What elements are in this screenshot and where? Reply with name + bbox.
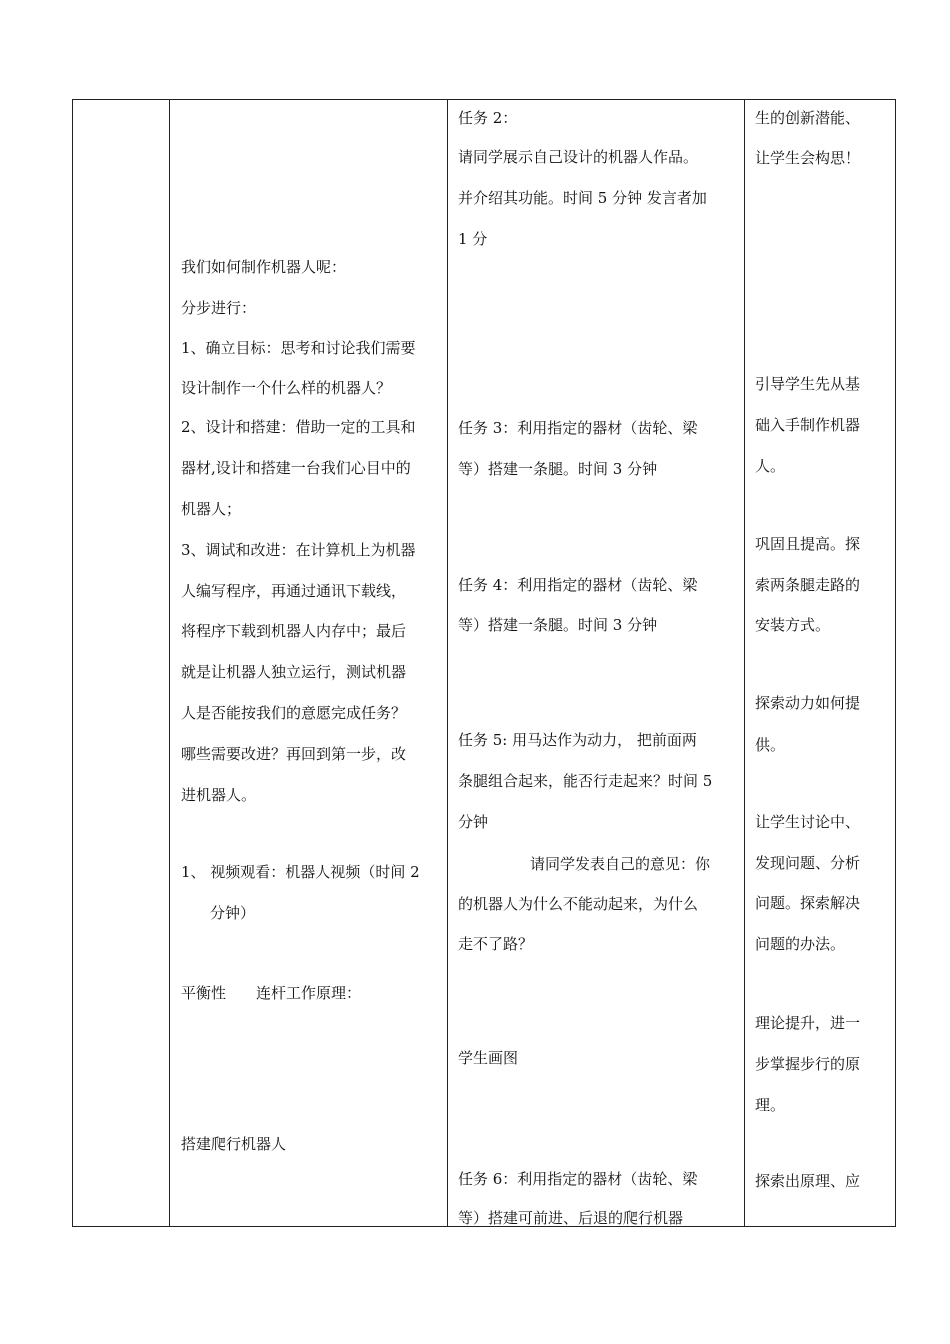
content-line: 人编写程序，再通过通讯下载线， — [181, 582, 407, 600]
intent-line: 生的创新潜能、 — [755, 109, 861, 127]
activity-line: 走不了路？ — [458, 935, 534, 953]
intent-line: 理论提升，进一 — [755, 1014, 861, 1032]
activity-line: 分钟 — [458, 813, 489, 831]
activity-line: 任务 5: 用马达作为动力， 把前面两 — [458, 731, 697, 749]
content-line: 分钟） — [210, 904, 256, 922]
content-line: 人是否能按我们的意愿完成任务？ — [181, 704, 407, 722]
intent-line: 供。 — [755, 736, 786, 754]
content-line: 分步进行： — [181, 299, 257, 317]
activity-line: 等）搭建一条腿。时间 3 分钟 — [458, 616, 658, 634]
intent-line: 探索出原理、应 — [755, 1172, 861, 1190]
activity-line: 请同学展示自己设计的机器人作品。 — [458, 148, 699, 166]
activity-line: 请同学发表自己的意见：你 — [530, 855, 711, 873]
content-line: 就是让机器人独立运行，测试机器 — [181, 663, 407, 681]
activity-line: 任务 4：利用指定的器材（齿轮、梁 — [458, 576, 698, 594]
content-line: 我们如何制作机器人呢： — [181, 258, 347, 276]
lesson-plan-table — [72, 99, 896, 1227]
intent-line: 让学生会构思！ — [755, 149, 861, 167]
activity-line: 并介绍其功能。时间 5 分钟 发言者加 — [458, 189, 707, 207]
content-line: 进机器人。 — [181, 786, 257, 804]
content-line: 机器人； — [181, 500, 242, 518]
activity-line: 任务 6：利用指定的器材（齿轮、梁 — [458, 1170, 698, 1188]
content-line: 平衡性 — [181, 984, 227, 1002]
content-line: 3、调试和改进：在计算机上为机器 — [181, 541, 416, 559]
intent-line: 探索动力如何提 — [755, 694, 861, 712]
content-line: 器材,设计和搭建一台我们心目中的 — [181, 459, 411, 477]
activity-line: 学生画图 — [458, 1049, 519, 1067]
intent-line: 安装方式。 — [755, 616, 831, 634]
column-divider — [744, 100, 745, 1226]
intent-line: 引导学生先从基 — [755, 375, 861, 393]
intent-line: 础入手制作机器 — [755, 416, 861, 434]
activity-line: 1 分 — [458, 230, 488, 248]
intent-line: 发现问题、分析 — [755, 854, 861, 872]
intent-line: 索两条腿走路的 — [755, 576, 861, 594]
intent-line: 理。 — [755, 1096, 786, 1114]
intent-line: 问题。探索解决 — [755, 894, 861, 912]
content-line: 1、 视频观看：机器人视频（时间 2 — [181, 863, 420, 881]
intent-line: 让学生讨论中、 — [755, 813, 861, 831]
content-line: 连杆工作原理： — [256, 984, 362, 1002]
content-line: 搭建爬行机器人 — [181, 1135, 287, 1153]
content-line: 1、确立目标：思考和讨论我们需要 — [181, 339, 416, 357]
content-line: 将程序下载到机器人内存中；最后 — [181, 622, 407, 640]
intent-line: 步掌握步行的原 — [755, 1055, 861, 1073]
column-divider — [169, 100, 170, 1226]
content-line: 设计制作一个什么样的机器人？ — [181, 379, 392, 397]
activity-line: 条腿组合起来，能否行走起来？时间 5 — [458, 772, 713, 790]
activity-line: 的机器人为什么不能动起来，为什么 — [458, 895, 699, 913]
activity-line: 任务 3：利用指定的器材（齿轮、梁 — [458, 419, 698, 437]
column-divider — [447, 100, 448, 1226]
activity-line: 任务 2： — [458, 109, 518, 127]
activity-line: 等）搭建一条腿。时间 3 分钟 — [458, 460, 658, 478]
intent-line: 巩固且提高。探 — [755, 535, 861, 553]
content-line: 2、设计和搭建：借助一定的工具和 — [181, 418, 416, 436]
intent-line: 问题的办法。 — [755, 935, 846, 953]
activity-line: 等）搭建可前进、后退的爬行机器 — [458, 1209, 684, 1227]
intent-line: 人。 — [755, 457, 786, 475]
content-line: 哪些需要改进？再回到第一步，改 — [181, 745, 407, 763]
